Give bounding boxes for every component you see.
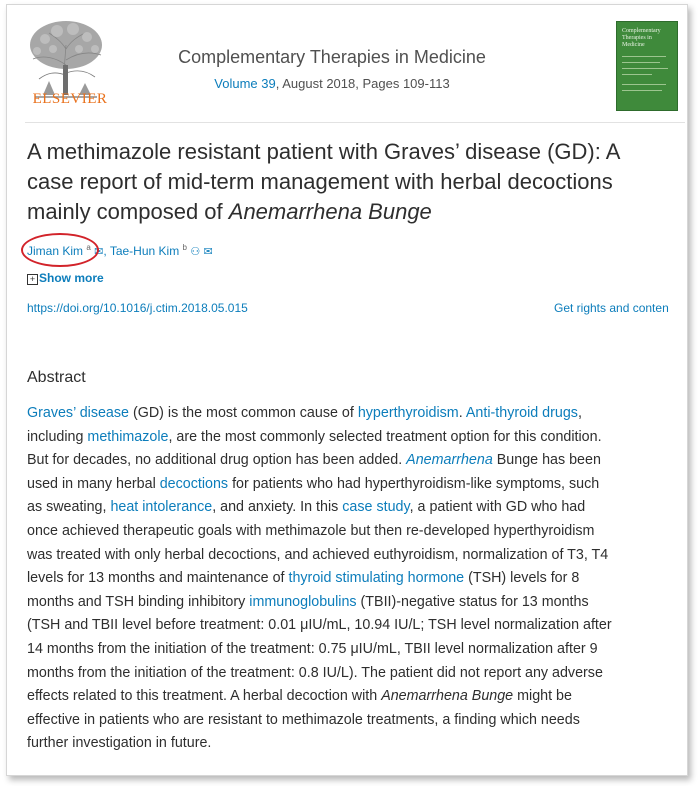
text-link[interactable]: thyroid stimulating hormone: [288, 570, 465, 587]
abstract-line: (TSH and TBII level before treatment: 0.01 μIU/mL, 10.94 IU/L; TSH level normalization after: [27, 617, 612, 634]
text-run: months and TSH binding inhibitory: [27, 593, 250, 610]
abstract-line: [27, 449, 685, 473]
article-title: [27, 137, 667, 227]
author-separator: ,: [103, 244, 110, 258]
text-run: , and anxiety. In this: [212, 499, 343, 516]
text-run: , are the most commonly selected treatment option for this condition.: [168, 428, 602, 445]
abstract-line: months from the initiation of the treatment: 0.8 IU/L). The patient did not report any adverse: [27, 664, 603, 681]
doi-link[interactable]: https://doi.org/10.1016/j.ctim.2018.05.015: [27, 301, 248, 315]
text-run: Bunge has been: [492, 452, 601, 469]
cover-title: Complementary Therapies in Medicine: [622, 28, 661, 48]
text-run: effects related to this treatment. A herbal decoction with: [27, 688, 382, 705]
abstract-line: [27, 402, 685, 426]
show-more-button[interactable]: [27, 271, 104, 285]
text-link[interactable]: Graves’ disease: [27, 405, 129, 421]
cover-line: [622, 90, 662, 91]
abstract-heading: Abstract: [27, 369, 86, 386]
abstract-line: 14 months from the initiation of the treatment: 0.75 μIU/mL, TBII level normalization after 9: [27, 640, 598, 657]
text-link[interactable]: methimazole: [87, 428, 169, 445]
abstract-line: [27, 426, 685, 450]
issue-details: , August 2018, Pages 109-113: [275, 76, 450, 91]
abstract-line: further investigation in future.: [27, 735, 212, 752]
cover-line: [622, 62, 660, 63]
article-title-italic: Anemarrhena Bunge: [228, 199, 432, 224]
text-run: as sweating,: [27, 499, 111, 516]
author-link[interactable]: Tae-Hun Kim: [109, 244, 180, 258]
cover-line: [622, 56, 666, 57]
article-page: [6, 4, 688, 776]
text-run: used in many herbal: [27, 475, 160, 492]
journal-cover-thumbnail[interactable]: [616, 21, 678, 111]
highlight-circle: [21, 233, 99, 267]
publisher-name: ELSEVIER: [32, 91, 108, 107]
text-run: , a patient with GD who had: [409, 499, 586, 516]
abstract-line: was treated with only herbal decoctions, and achieved euthyroidism, normalization of T3, T4: [27, 546, 609, 563]
abstract-line: [27, 496, 685, 520]
volume-link[interactable]: Volume 39: [214, 76, 276, 91]
text-link[interactable]: heat intolerance: [110, 499, 213, 516]
show-more-label: Show more: [39, 271, 104, 285]
text-run: (GD) is the most common cause of: [128, 405, 358, 421]
text-link[interactable]: Anti-thyroid drugs: [465, 405, 578, 421]
text-run: But for decades, no additional drug option has been added.: [27, 452, 407, 469]
text-run: ,: [577, 405, 582, 421]
author-affiliation[interactable]: b: [182, 243, 187, 252]
text-link[interactable]: immunoglobulins: [249, 593, 357, 610]
cover-line: [622, 74, 652, 75]
text-run: including: [27, 428, 88, 445]
italic-run: Anemarrhena Bunge: [381, 688, 514, 705]
article-title-text: A methimazole resistant patient with Graves’ disease (GD): A case report of mid-term management with herbal decoctions mainly composed of: [27, 139, 620, 224]
expand-icon: +: [27, 274, 38, 285]
journal-issue-info: [127, 76, 537, 91]
author-link[interactable]: Jiman Kim: [27, 244, 84, 258]
cover-line: [622, 68, 668, 69]
text-link[interactable]: case study: [342, 499, 410, 516]
abstract-line: [27, 591, 685, 615]
abstract-line: effective in patients who are resistant to methimazole treatments, a finding which needs: [27, 711, 580, 728]
text-link[interactable]: decoctions: [159, 475, 229, 492]
abstract-text: [27, 402, 685, 756]
abstract-line: [27, 473, 685, 497]
email-icon[interactable]: ✉: [203, 246, 213, 258]
header-divider: [25, 122, 685, 123]
journal-title[interactable]: Complementary Therapies in Medicine: [178, 47, 486, 67]
abstract-line: [27, 685, 685, 709]
abstract-line: [27, 567, 685, 591]
text-run: (TSH) levels for 8: [464, 570, 580, 587]
text-run: (TBII)-negative status for 13 months: [356, 593, 589, 610]
author-affiliation[interactable]: a: [86, 243, 91, 252]
text-run: might be: [513, 688, 572, 705]
person-icon[interactable]: ⚇: [190, 246, 201, 258]
cover-line: [622, 84, 666, 85]
text-run: for patients who had hyperthyroidism-like symptoms, such: [228, 475, 600, 492]
text-link[interactable]: Anemarrhena: [406, 452, 493, 469]
text-link[interactable]: hyperthyroidism: [357, 405, 459, 421]
abstract-line: once achieved therapeutic goals with methimazole but then re-developed hyperthyroidism: [27, 522, 595, 539]
text-run: .: [458, 405, 466, 421]
text-run: levels for 13 months and maintenance of: [27, 570, 289, 587]
rights-link[interactable]: Get rights and conten: [554, 301, 669, 315]
email-icon[interactable]: ✉: [94, 246, 104, 258]
